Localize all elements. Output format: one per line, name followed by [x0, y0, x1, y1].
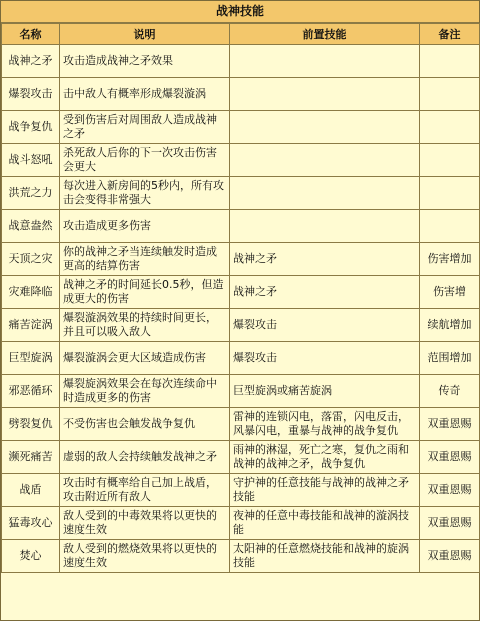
table-row: [2, 243, 480, 276]
skill-prerequisite-cell: [230, 210, 420, 243]
skill-name-cell: 爆裂攻击: [2, 78, 60, 111]
skill-description-cell: 爆裂漩涡效果的持续时间更长，并且可以吸入敌人: [60, 309, 230, 342]
skill-description-cell: 击中敌人有概率形成爆裂漩涡: [60, 78, 230, 111]
skill-name-cell: 战意盎然: [2, 210, 60, 243]
column-header-prerequisite: 前置技能: [230, 24, 420, 45]
skill-name-cell: 焚心: [2, 540, 60, 573]
table-row: [2, 276, 480, 309]
table-row: [2, 408, 480, 441]
skill-description-cell: 你的战神之矛当连续触发时造成更高的结算伤害: [60, 243, 230, 276]
skill-prerequisite-cell: 巨型旋涡或痛苦旋涡: [230, 375, 420, 408]
skill-name-cell: 邪恶循环: [2, 375, 60, 408]
skill-name-cell: 痛苦淀涡: [2, 309, 60, 342]
table-row: [2, 144, 480, 177]
table-row: [2, 540, 480, 573]
table-row: [2, 342, 480, 375]
skill-name-cell: 战神之矛: [2, 45, 60, 78]
skill-description-cell: 攻击造成战神之矛效果: [60, 45, 230, 78]
skill-prerequisite-cell: [230, 45, 420, 78]
skill-prerequisite-cell: [230, 177, 420, 210]
skill-prerequisite-cell: [230, 111, 420, 144]
skill-name-cell: 洪荒之力: [2, 177, 60, 210]
skill-note-cell: [420, 144, 480, 177]
skill-description-cell: 攻击时有概率给自己加上战盾，攻击附近所有敌人: [60, 474, 230, 507]
skill-name-cell: 劈裂复仇: [2, 408, 60, 441]
skill-note-cell: 传奇: [420, 375, 480, 408]
skill-prerequisite-cell: 太阳神的任意燃烧技能和战神的旋涡技能: [230, 540, 420, 573]
skill-description-cell: 不受伤害也会触发战争复仇: [60, 408, 230, 441]
column-header-description: 说明: [60, 24, 230, 45]
skill-note-cell: [420, 111, 480, 144]
skill-name-cell: 战盾: [2, 474, 60, 507]
skill-note-cell: 伤害增加: [420, 243, 480, 276]
skill-prerequisite-cell: 战神之矛: [230, 243, 420, 276]
skill-name-cell: 濒死痛苦: [2, 441, 60, 474]
skill-prerequisite-cell: [230, 78, 420, 111]
skill-note-cell: 伤害增: [420, 276, 480, 309]
skill-prerequisite-cell: 爆裂攻击: [230, 342, 420, 375]
skill-name-cell: 天顶之灾: [2, 243, 60, 276]
skill-prerequisite-cell: 战神之矛: [230, 276, 420, 309]
table-row: [2, 375, 480, 408]
skill-prerequisite-cell: 雷神的连锁闪电，落雷，闪电反击，风暴闪电，重暴与战神的战争复仇: [230, 408, 420, 441]
skill-prerequisite-cell: 雨神的淋湿，死亡之寒，复仇之雨和战神的战神之矛，战争复仇: [230, 441, 420, 474]
skill-description-cell: 杀死敌人后你的下一次攻击伤害会更大: [60, 144, 230, 177]
skill-note-cell: 双重恩赐: [420, 441, 480, 474]
table-row: [2, 45, 480, 78]
column-header-note: 备注: [420, 24, 480, 45]
skill-name-cell: 巨型旋涡: [2, 342, 60, 375]
table-row: [2, 309, 480, 342]
skill-note-cell: [420, 45, 480, 78]
skill-description-cell: 敌人受到的中毒效果将以更快的速度生效: [60, 507, 230, 540]
skill-note-cell: [420, 210, 480, 243]
table-row: [2, 210, 480, 243]
skill-note-cell: 双重恩赐: [420, 474, 480, 507]
skill-description-cell: 爆裂旋涡效果会在每次连续命中时造成更多的伤害: [60, 375, 230, 408]
skill-description-cell: 攻击造成更多伤害: [60, 210, 230, 243]
table-row: [2, 78, 480, 111]
skill-name-cell: 灾难降临: [2, 276, 60, 309]
skill-description-cell: 每次进入新房间的5秒内，所有攻击会变得非常强大: [60, 177, 230, 210]
skill-note-cell: [420, 78, 480, 111]
skill-name-cell: 战斗怒吼: [2, 144, 60, 177]
skill-description-cell: 受到伤害后对周围敌人造成战神之矛: [60, 111, 230, 144]
skill-note-cell: [420, 177, 480, 210]
column-header-name: 名称: [2, 24, 60, 45]
skill-note-cell: 范围增加: [420, 342, 480, 375]
skill-description-cell: 虚弱的敌人会持续触发战神之矛: [60, 441, 230, 474]
skill-prerequisite-cell: [230, 144, 420, 177]
skill-description-cell: 爆裂漩涡会更大区域造成伤害: [60, 342, 230, 375]
table-row: [2, 177, 480, 210]
skill-note-cell: 双重恩赐: [420, 540, 480, 573]
table-row: [2, 507, 480, 540]
table-row: [2, 474, 480, 507]
skill-name-cell: 战争复仇: [2, 111, 60, 144]
table-header-row: [2, 24, 480, 45]
skill-prerequisite-cell: 守护神的任意技能与战神的战神之矛技能: [230, 474, 420, 507]
skill-name-cell: 猛毒攻心: [2, 507, 60, 540]
skill-table: [1, 23, 480, 573]
skill-description-cell: 敌人受到的燃烧效果将以更快的速度生效: [60, 540, 230, 573]
table-row: [2, 441, 480, 474]
skill-prerequisite-cell: 爆裂攻击: [230, 309, 420, 342]
skill-note-cell: 双重恩赐: [420, 507, 480, 540]
skill-note-cell: 续航增加: [420, 309, 480, 342]
table-row: [2, 111, 480, 144]
page-title: 战神技能: [1, 1, 479, 23]
skill-prerequisite-cell: 夜神的任意中毒技能和战神的漩涡技能: [230, 507, 420, 540]
skill-note-cell: 双重恩赐: [420, 408, 480, 441]
skill-description-cell: 战神之矛的时间延长0.5秒，但造成更大的伤害: [60, 276, 230, 309]
